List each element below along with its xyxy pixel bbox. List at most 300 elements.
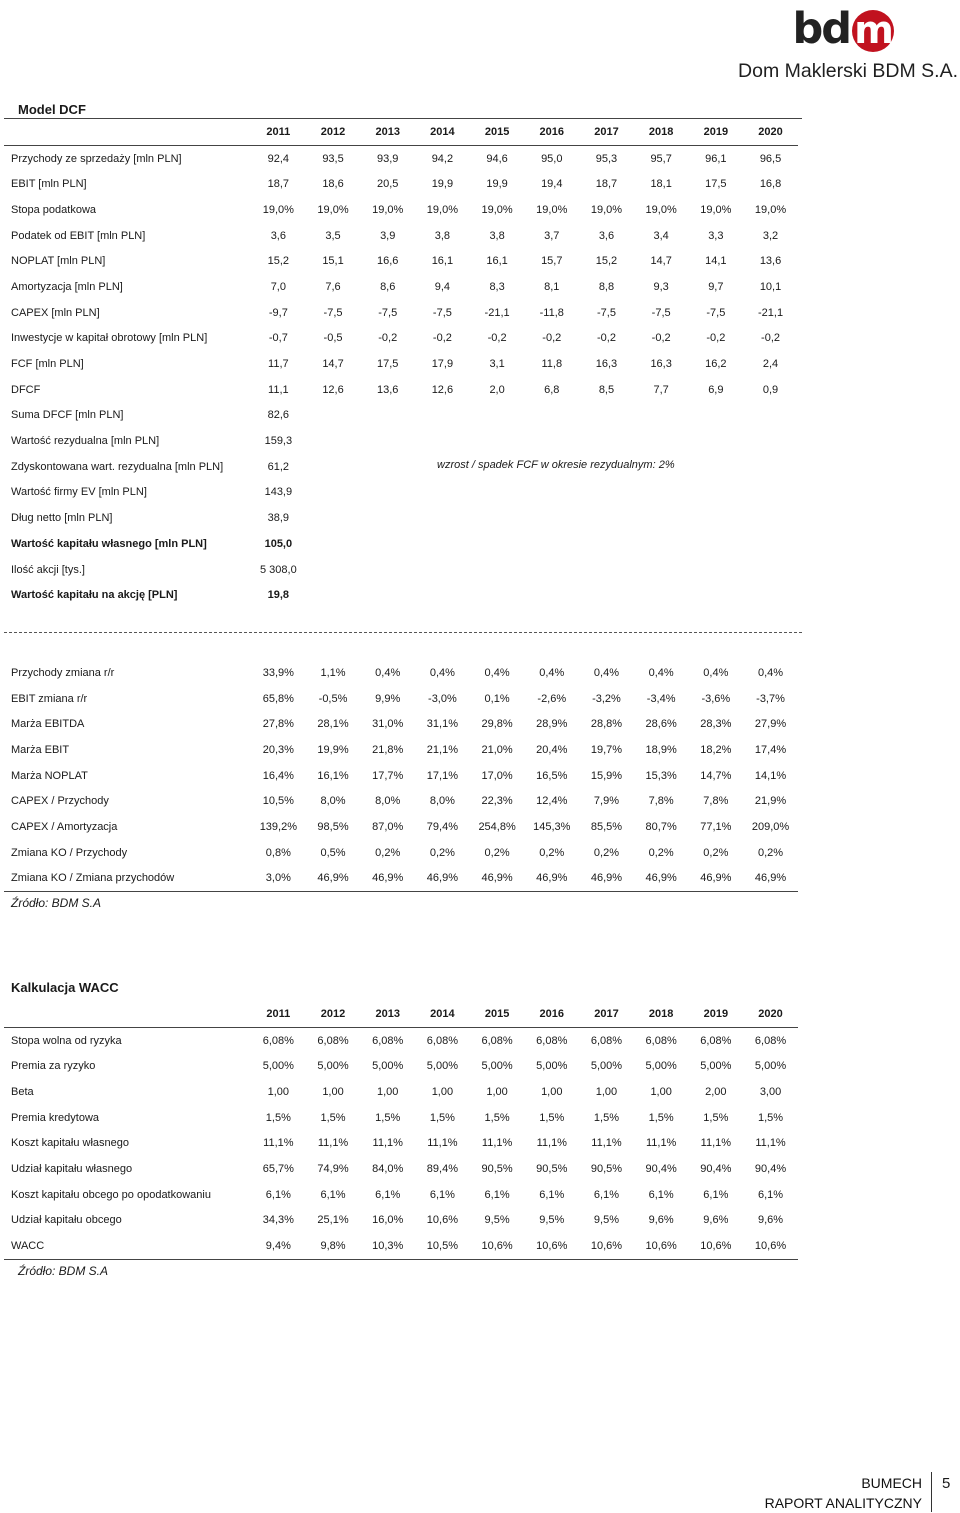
table-row [4, 763, 798, 789]
row-value: 11,1% [263, 1137, 294, 1150]
table-row [4, 1105, 798, 1131]
row-value: 94,2 [431, 152, 454, 165]
row-value: 0,5% [320, 846, 346, 859]
row-value: 85,5% [590, 820, 623, 833]
row-value: 14,1% [754, 769, 787, 782]
row-label: Przychody zmiana r/r [11, 666, 115, 679]
row-value: 3,6 [270, 229, 286, 242]
row-label: Amortyzacja [mln PLN] [11, 280, 123, 293]
row-value: -11,8 [539, 306, 564, 319]
wacc-title: Kalkulacja WACC [11, 980, 119, 995]
table-row [4, 788, 798, 814]
row-value: 5,00% [262, 1060, 294, 1073]
row-value: 74,9% [317, 1162, 349, 1175]
row-value: 0,4% [429, 666, 455, 679]
row-label: FCF [mln PLN] [11, 358, 84, 371]
row-value: 0,2% [375, 846, 401, 859]
wacc-source: Źródło: BDM S.A [18, 1264, 109, 1278]
row-value: 0,4% [593, 666, 619, 679]
row-label: Podatek od EBIT [mln PLN] [11, 229, 146, 242]
row-value: 11,7 [268, 358, 289, 371]
row-value: -0,5% [318, 692, 348, 705]
row-label: Marża EBIT [11, 743, 70, 756]
table-row [4, 300, 798, 326]
table-row [4, 145, 798, 171]
row-value: -3,2% [592, 692, 621, 705]
row-value: 1,00 [431, 1085, 454, 1098]
row-value: 17,1% [426, 769, 458, 782]
row-value: 10,6% [579, 1233, 634, 1259]
row-label: Koszt kapitału własnego [11, 1137, 130, 1150]
row-label: EBIT zmiana r/r [11, 692, 88, 705]
row-value: 6,08% [754, 1034, 787, 1047]
table-row [4, 1233, 798, 1259]
row-value: -0,7 [268, 332, 288, 345]
summary-row [4, 428, 798, 454]
row-label: Marża EBITDA [11, 718, 85, 731]
row-value: 1,5% [648, 1111, 674, 1124]
row-value: 6,08% [700, 1034, 732, 1047]
row-value: 0,2% [703, 846, 729, 859]
row-value: 10,6% [426, 1214, 458, 1227]
row-value: -7,5 [706, 306, 726, 319]
row-value: 19,9% [317, 743, 349, 756]
row-value: 21,1% [426, 743, 458, 756]
year-header: 2016 [524, 1001, 579, 1027]
row-value: -0,2 [378, 332, 398, 345]
row-value: 9,6% [757, 1214, 784, 1227]
row-value: 15,9% [590, 769, 623, 782]
row-value: 9,6% [703, 1214, 729, 1227]
row-value: 209,0% [751, 820, 790, 833]
row-value: 0,2% [429, 846, 455, 859]
row-label: Przychody ze sprzedaży [mln PLN] [11, 152, 182, 165]
table-row [4, 197, 798, 223]
summary-value: 105,0 [264, 537, 293, 550]
row-value: -9,7 [268, 306, 288, 319]
row-value: -0,2 [542, 332, 562, 345]
row-value: 14,7% [700, 769, 732, 782]
row-value: 16,2 [705, 358, 727, 371]
row-value: 19,0% [645, 203, 677, 216]
row-value: 5,00% [426, 1060, 458, 1073]
summary-value: 38,9 [267, 512, 290, 525]
year-header: 2018 [634, 119, 689, 145]
row-value: 17,0% [481, 769, 513, 782]
table-row [4, 1130, 798, 1156]
row-value: 7,9% [593, 795, 619, 808]
row-value: 18,6 [322, 178, 344, 191]
row-value: 15,1 [322, 255, 344, 268]
row-value: 6,1% [757, 1188, 784, 1201]
row-value: 2,00 [705, 1085, 727, 1098]
row-value: 25,1% [317, 1214, 349, 1227]
row-value: 90,4% [645, 1162, 677, 1175]
row-value: -2,6% [537, 692, 567, 705]
row-value: 16,5% [536, 769, 568, 782]
row-value: 95,3 [595, 152, 618, 165]
row-value: 1,5% [593, 1111, 619, 1124]
row-label: Beta [11, 1085, 34, 1098]
row-value: 254,8% [478, 820, 516, 833]
row-value: 14,7 [650, 255, 672, 268]
row-value: 0,2% [593, 846, 619, 859]
row-value: 16,1% [317, 769, 349, 782]
row-label: CAPEX [mln PLN] [11, 306, 100, 319]
summary-label: Zdyskontowana wart. rezydualna [mln PLN] [11, 460, 224, 473]
row-value: -7,5 [651, 306, 671, 319]
row-value: 96,1 [705, 152, 727, 165]
row-value: 7,7 [653, 383, 669, 396]
row-value: 21,8% [372, 743, 404, 756]
row-value: 11,1% [591, 1137, 622, 1150]
row-value: -7,5 [323, 306, 343, 319]
row-value: 9,3 [653, 280, 669, 293]
row-value: -7,5 [596, 306, 616, 319]
row-value: 0,4% [539, 666, 565, 679]
summary-value: 61,2 [267, 460, 290, 473]
summary-label: Ilość akcji [tys.] [11, 563, 85, 576]
row-value: 16,1 [431, 255, 454, 268]
row-value: 10,6% [524, 1233, 579, 1259]
row-value: 12,6 [431, 383, 454, 396]
row-value: 20,3% [262, 743, 294, 756]
row-value: 16,1 [486, 255, 508, 268]
row-value: 0,2% [484, 846, 510, 859]
row-value: 0,8% [265, 846, 291, 859]
row-value: 1,1% [320, 666, 346, 679]
row-value: 16,6 [377, 255, 399, 268]
row-value: 11,1% [755, 1137, 786, 1150]
table-row [4, 274, 798, 300]
row-label: Zmiana KO / Zmiana przychodów [4, 866, 251, 892]
row-value: 6,08% [372, 1034, 404, 1047]
row-value: 19,0% [262, 203, 294, 216]
row-value: 10,6% [743, 1233, 798, 1259]
row-value: 9,7 [708, 280, 724, 293]
row-value: 5,00% [590, 1060, 623, 1073]
row-value: 9,9% [375, 692, 401, 705]
row-value: 9,5% [593, 1214, 619, 1227]
row-value: 8,0% [429, 795, 455, 808]
row-value: 5,00% [481, 1060, 513, 1073]
row-value: 17,5 [377, 358, 399, 371]
row-value: 1,5% [484, 1111, 510, 1124]
year-header: 2014 [415, 1001, 470, 1027]
row-value: 22,3% [481, 795, 513, 808]
row-value: 46,9% [743, 866, 798, 892]
table-row [4, 1053, 798, 1079]
row-value: 11,1% [645, 1137, 677, 1150]
year-header: 2011 [251, 119, 306, 145]
dcf-table [4, 119, 798, 608]
bdm-logo [715, 4, 960, 84]
row-value: 84,0% [372, 1162, 404, 1175]
row-value: 5,00% [317, 1060, 349, 1073]
row-value: 19,0% [317, 203, 349, 216]
row-label: NOPLAT [mln PLN] [11, 255, 106, 268]
row-value: 98,5% [317, 820, 349, 833]
year-header: 2020 [743, 1001, 798, 1027]
row-label: Inwestycje w kapitał obrotowy [mln PLN] [11, 332, 208, 345]
row-value: -3,0% [428, 692, 457, 705]
row-value: 3,8 [434, 229, 451, 242]
row-value: 1,00 [377, 1085, 399, 1098]
row-value: 1,5% [757, 1111, 784, 1124]
row-value: 2,4 [762, 358, 779, 371]
row-value: 17,7% [372, 769, 404, 782]
row-value: 7,8% [648, 795, 674, 808]
row-value: 15,7 [541, 255, 563, 268]
row-value: 11,1% [372, 1137, 403, 1150]
row-value: 19,0% [536, 203, 568, 216]
row-value: 0,2% [539, 846, 565, 859]
row-value: 77,1% [700, 820, 732, 833]
row-value: 1,5% [265, 1111, 291, 1124]
row-value: 80,7% [645, 820, 677, 833]
row-value: 95,0 [541, 152, 563, 165]
summary-row [4, 505, 798, 531]
row-value: 8,5 [598, 383, 615, 396]
row-value: 93,9 [377, 152, 399, 165]
row-value: 13,6 [759, 255, 782, 268]
dcf-title: Model DCF [18, 102, 86, 117]
row-value: 6,9 [708, 383, 724, 396]
row-value: -0,2 [761, 332, 781, 345]
row-value: 17,5 [705, 178, 727, 191]
row-value: 3,7 [544, 229, 560, 242]
table-row [4, 711, 798, 737]
row-value: 46,9% [415, 866, 470, 892]
row-value: 10,6% [634, 1233, 689, 1259]
summary-label: Wartość firmy EV [mln PLN] [11, 486, 147, 499]
row-value: 46,9% [306, 866, 361, 892]
row-value: 10,6% [689, 1233, 744, 1259]
row-value: 19,0% [372, 203, 404, 216]
row-value: 8,6 [380, 280, 396, 293]
row-value: -7,5 [378, 306, 398, 319]
year-header: 2012 [306, 1001, 361, 1027]
row-value: 3,0% [251, 866, 306, 892]
row-value: 19,0% [754, 203, 787, 216]
row-label: Premia kredytowa [11, 1111, 100, 1124]
row-value: 6,1% [320, 1188, 346, 1201]
row-value: 6,08% [645, 1034, 677, 1047]
summary-label: Suma DFCF [mln PLN] [11, 409, 124, 422]
row-value: 65,8% [262, 692, 294, 705]
row-value: 6,8 [544, 383, 560, 396]
summary-label: Wartość rezydualna [mln PLN] [11, 435, 160, 448]
row-value: 18,9% [645, 743, 677, 756]
row-value: 34,3% [262, 1214, 294, 1227]
table-row [4, 1182, 798, 1208]
row-label: EBIT [mln PLN] [11, 178, 87, 191]
row-value: -0,2 [706, 332, 726, 345]
row-value: 9,4 [434, 280, 451, 293]
row-value: 3,4 [653, 229, 669, 242]
row-value: 18,1 [650, 178, 672, 191]
row-value: 19,9 [486, 178, 508, 191]
row-value: 8,8 [598, 280, 615, 293]
row-value: 0,9 [762, 383, 779, 396]
table-row [4, 377, 798, 403]
row-value: 16,8 [759, 178, 782, 191]
table-row [4, 1027, 798, 1053]
row-value: 8,0% [375, 795, 401, 808]
year-header: 2019 [689, 1001, 744, 1027]
row-value: 16,3 [595, 358, 618, 371]
row-value: 6,1% [648, 1188, 674, 1201]
row-value: -21,1 [757, 306, 784, 319]
row-label: Udział kapitału własnego [11, 1162, 133, 1175]
row-value: 6,1% [484, 1188, 510, 1201]
row-value: 15,2 [595, 255, 618, 268]
row-value: 28,6% [645, 718, 677, 731]
row-value: 3,5 [325, 229, 341, 242]
row-value: 11,1% [700, 1137, 732, 1150]
row-value: 1,00 [595, 1085, 618, 1098]
row-value: 7,6 [325, 280, 341, 293]
row-value: 19,4 [541, 178, 563, 191]
row-value: 90,4% [700, 1162, 732, 1175]
year-header: 2011 [251, 1001, 306, 1027]
row-value: 2,0 [489, 383, 505, 396]
row-value: 0,2% [757, 846, 784, 859]
year-header: 2017 [579, 1001, 634, 1027]
table-row [4, 814, 798, 840]
row-value: 9,4% [251, 1233, 306, 1259]
row-value: 6,1% [539, 1188, 565, 1201]
year-header: 2015 [470, 1001, 525, 1027]
row-value: 6,08% [536, 1034, 568, 1047]
row-value: -0,2 [651, 332, 671, 345]
row-value: 5,00% [700, 1060, 732, 1073]
table-row [4, 223, 798, 249]
summary-row [4, 582, 798, 608]
table-row [4, 171, 798, 197]
row-value: 3,9 [380, 229, 396, 242]
summary-value: 19,8 [267, 589, 290, 602]
row-value: 6,1% [375, 1188, 401, 1201]
row-label: CAPEX / Amortyzacja [11, 820, 118, 833]
table-row [4, 351, 798, 377]
row-value: 29,8% [481, 718, 513, 731]
summary-row [4, 480, 798, 506]
summary-row [4, 531, 798, 557]
row-value: 12,6 [322, 383, 344, 396]
row-value: 20,4% [536, 743, 568, 756]
row-value: -3,7% [756, 692, 785, 705]
summary-value: 159,3 [264, 435, 293, 448]
summary-row [4, 403, 798, 429]
summary-value: 82,6 [267, 409, 290, 422]
row-value: 3,2 [762, 229, 779, 242]
row-value: 5,00% [645, 1060, 677, 1073]
row-value: 8,1 [544, 280, 560, 293]
year-header: 2015 [470, 119, 525, 145]
section-divider [4, 632, 802, 633]
row-value: 46,9% [634, 866, 689, 892]
row-value: 9,6% [648, 1214, 674, 1227]
row-value: 20,5 [377, 178, 399, 191]
row-value: 33,9% [262, 666, 294, 679]
year-header: 2012 [306, 119, 361, 145]
summary-row [4, 557, 798, 583]
row-value: 18,7 [595, 178, 618, 191]
row-value: 28,9% [536, 718, 568, 731]
row-value: 11,1% [536, 1137, 567, 1150]
table-header-row [4, 119, 798, 145]
row-value: 31,1% [426, 718, 458, 731]
row-value: 31,0% [372, 718, 404, 731]
row-value: -7,5 [432, 306, 452, 319]
row-value: -21,1 [484, 306, 510, 319]
header-spacer [4, 119, 251, 145]
residual-growth-note: wzrost / spadek FCF w okresie rezydualnym: 2% [437, 459, 675, 471]
row-value: 65,7% [262, 1162, 294, 1175]
row-value: -0,2 [596, 332, 616, 345]
row-value: -0,5 [323, 332, 343, 345]
year-header: 2013 [360, 1001, 415, 1027]
row-value: 90,4% [754, 1162, 787, 1175]
logo-tagline: Dom Maklerski BDM S.A. [738, 60, 958, 82]
summary-label: Wartość kapitału na akcję [PLN] [11, 589, 178, 602]
row-value: 0,4% [648, 666, 674, 679]
year-header: 2013 [360, 119, 415, 145]
table-row [4, 1156, 798, 1182]
row-value: 6,1% [593, 1188, 619, 1201]
row-value: 10,5% [415, 1233, 470, 1259]
row-value: 11,1% [427, 1137, 458, 1150]
row-value: 46,9% [689, 866, 744, 892]
footer-company: BUMECH [861, 1475, 922, 1491]
table-row [4, 326, 798, 352]
header-spacer [4, 1001, 251, 1027]
row-value: -0,2 [432, 332, 452, 345]
row-value: 0,1% [484, 692, 510, 705]
row-value: 0,2% [648, 846, 674, 859]
row-value: 19,9 [431, 178, 454, 191]
table-row [4, 737, 798, 763]
row-value: 21,0% [481, 743, 513, 756]
row-value: 28,8% [590, 718, 623, 731]
row-value: 46,9% [579, 866, 634, 892]
table-row [4, 840, 798, 866]
row-value: 87,0% [372, 820, 404, 833]
row-value: 1,5% [375, 1111, 401, 1124]
row-value: 18,7 [267, 178, 290, 191]
row-label: Stopa wolna od ryzyka [11, 1034, 122, 1047]
footer-separator [931, 1472, 932, 1512]
row-value: 6,1% [703, 1188, 729, 1201]
ratios-table [4, 660, 798, 892]
row-label: CAPEX / Przychody [11, 795, 109, 808]
row-value: 90,5% [536, 1162, 568, 1175]
row-value: 16,4% [262, 769, 294, 782]
row-value: 90,5% [481, 1162, 513, 1175]
row-value: 46,9% [470, 866, 525, 892]
row-value: 1,5% [539, 1111, 565, 1124]
row-value: -3,6% [701, 692, 731, 705]
row-value: 6,1% [429, 1188, 455, 1201]
row-value: 21,9% [754, 795, 787, 808]
row-label: Stopa podatkowa [11, 203, 97, 216]
row-value: 95,7 [650, 152, 672, 165]
row-value: 11,1 [268, 383, 289, 396]
row-label: Udział kapitału obcego [11, 1214, 122, 1227]
row-value: 94,6 [486, 152, 508, 165]
ratios-source: Źródło: BDM S.A [11, 896, 102, 910]
